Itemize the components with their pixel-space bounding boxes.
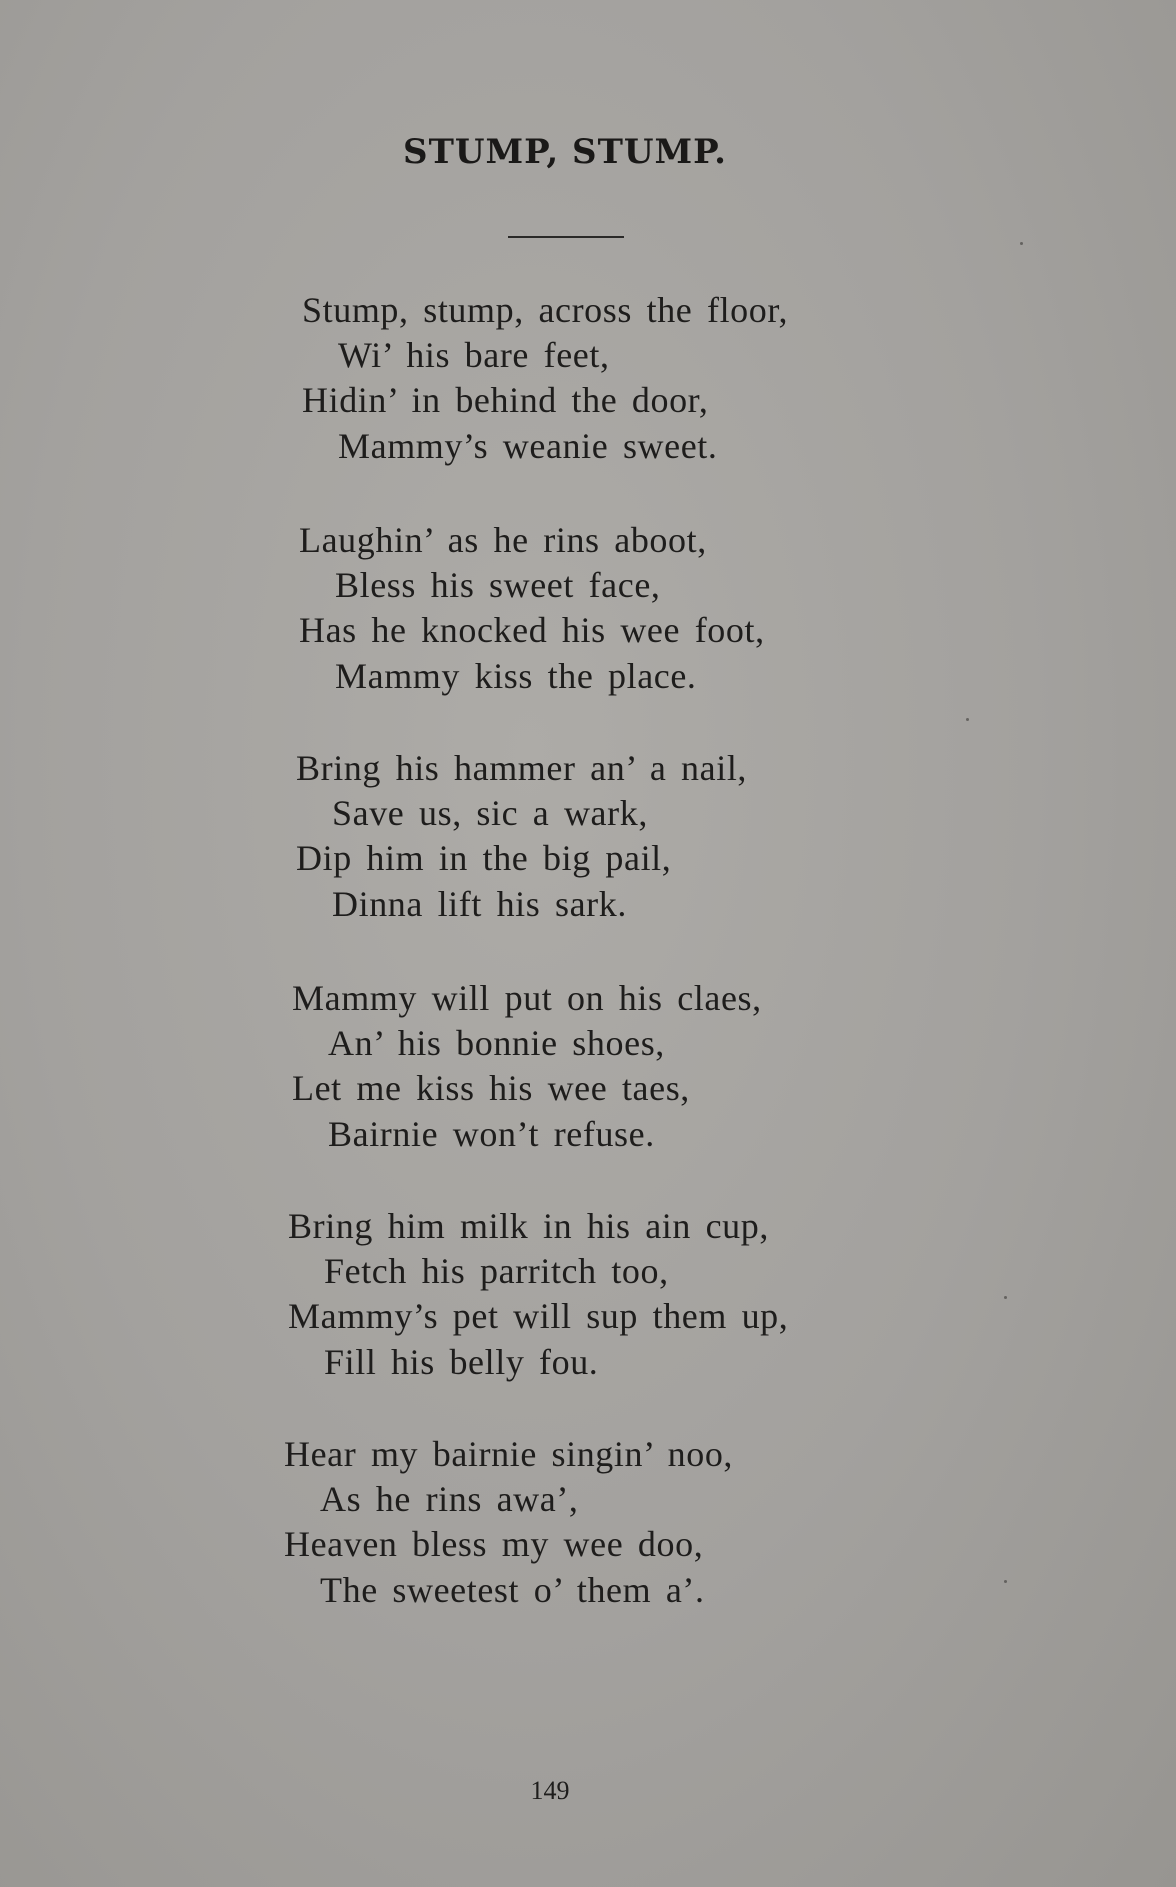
poem-line: Hidin’ in behind the door, — [302, 380, 709, 420]
poem-line: Dip him in the big pail, — [296, 838, 672, 878]
poem-line: Mammy will put on his claes, — [292, 978, 762, 1018]
poem-line: As he rins awa’, — [320, 1479, 579, 1519]
paper-speck — [966, 718, 969, 721]
poem-line: Wi’ his bare feet, — [338, 335, 610, 375]
poem-line: Hear my bairnie singin’ noo, — [284, 1434, 734, 1474]
poem-line: Mammy’s weanie sweet. — [338, 426, 718, 466]
poem-line: Mammy’s pet will sup them up, — [288, 1296, 789, 1336]
poem-line: Dinna lift his sark. — [332, 884, 627, 924]
poem-title: STUMP, STUMP. — [403, 132, 727, 172]
poem-line: Bring him milk in his ain cup, — [288, 1206, 769, 1246]
poem-line: Bless his sweet face, — [335, 565, 661, 605]
poem-line: Mammy kiss the place. — [335, 656, 697, 696]
poem-line: Let me kiss his wee taes, — [292, 1068, 690, 1108]
poem-line: Fill his belly fou. — [324, 1342, 599, 1382]
poem-line: An’ his bonnie shoes, — [328, 1023, 665, 1063]
poem-line: Stump, stump, across the floor, — [302, 290, 789, 330]
poem-line: Fetch his parritch too, — [324, 1251, 669, 1291]
poem-line: Save us, sic a wark, — [332, 793, 648, 833]
poem-line: The sweetest o’ them a’. — [320, 1570, 705, 1610]
title-rule — [508, 236, 624, 238]
poem-line: Bairnie won’t refuse. — [328, 1114, 655, 1154]
paper-speck — [1020, 242, 1023, 245]
paper-speck — [1004, 1580, 1007, 1583]
poem-line: Bring his hammer an’ a nail, — [296, 748, 748, 788]
poem-line: Laughin’ as he rins aboot, — [299, 520, 707, 560]
page-number: 149 — [530, 1776, 570, 1805]
poem-line: Heaven bless my wee doo, — [284, 1524, 704, 1564]
poem-line: Has he knocked his wee foot, — [299, 610, 765, 650]
paper-speck — [1004, 1296, 1007, 1299]
